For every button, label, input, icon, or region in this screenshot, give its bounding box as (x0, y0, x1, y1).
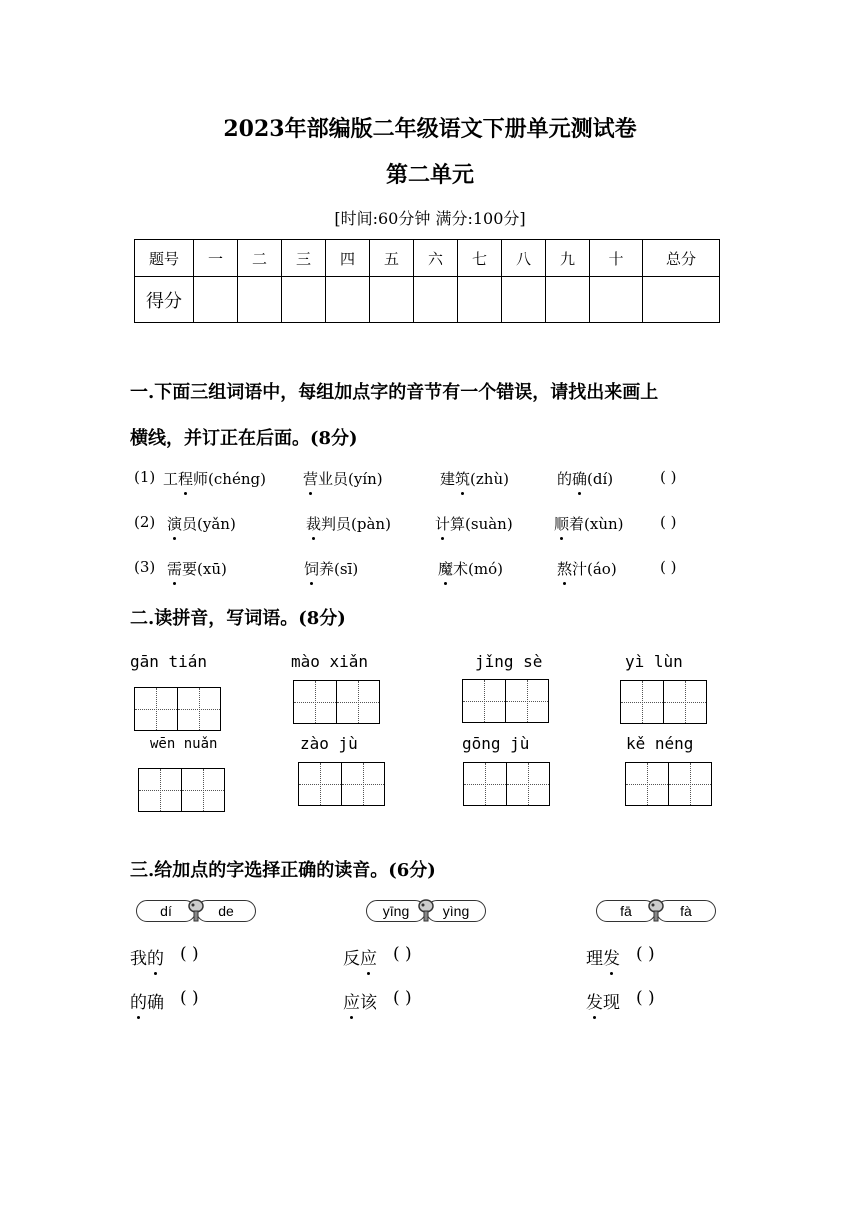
score-row (135, 277, 720, 323)
writing-grid[interactable] (134, 687, 220, 731)
score-header-cell: 题号 (135, 240, 194, 277)
s1-row2-num: (2) (134, 513, 156, 531)
score-header-cell: 七 (458, 240, 502, 277)
score-header-cell: 十 (590, 240, 643, 277)
s1-row1-word1: 工程师(chéng) (163, 470, 266, 488)
s3-blank[interactable]: ( ) (180, 944, 199, 964)
cartoon-connector-icon (414, 896, 438, 924)
score-header-cell: 四 (326, 240, 370, 277)
score-row-label: 得分 (135, 277, 194, 323)
s1-row1-word2: 营业员(yín) (303, 470, 383, 488)
option-left[interactable]: fā (596, 900, 656, 922)
s3-blank[interactable]: ( ) (393, 988, 412, 1008)
s3-blank[interactable]: ( ) (636, 944, 655, 964)
s1-row1-answer-blank[interactable]: ( ) (660, 468, 677, 486)
score-header-cell: 五 (370, 240, 414, 277)
s3-blank[interactable]: ( ) (636, 988, 655, 1008)
pinyin-ke-neng: kě néng (626, 734, 694, 753)
s3-word-yinggai: 应该 (343, 988, 377, 1013)
writing-grid[interactable] (293, 680, 379, 724)
s1-row3-answer-blank[interactable]: ( ) (660, 558, 677, 576)
s1-row3-word2: 饲养(sī) (304, 560, 359, 578)
s1-row3-num: (3) (134, 558, 156, 576)
s3-word-faxian: 发现 (586, 988, 620, 1013)
s1-row2-word3: 计算(suàn) (435, 515, 513, 533)
s3-blank[interactable]: ( ) (180, 988, 199, 1008)
score-header-cell: 二 (238, 240, 282, 277)
section1-title-line2: 横线，并订正在后面。(8分) (130, 428, 358, 449)
score-header-cell: 八 (502, 240, 546, 277)
score-cell[interactable] (458, 277, 502, 323)
cartoon-connector-icon (184, 896, 208, 924)
s1-row1-num: (1) (134, 468, 156, 486)
option-right[interactable]: de (196, 900, 256, 922)
writing-grid[interactable] (298, 762, 384, 806)
page-subtitle: 第二单元 (385, 162, 474, 188)
writing-grid[interactable] (463, 762, 549, 806)
reading-options-ying (366, 900, 486, 922)
score-header-cell: 总分 (643, 240, 720, 277)
section3-title: 三.给加点的字选择正确的读音。(6分) (130, 860, 436, 881)
pinyin-mao-xian: mào xiǎn (291, 652, 369, 671)
option-right[interactable]: fà (656, 900, 716, 922)
score-table (134, 239, 720, 323)
s3-word-wode: 我的 (130, 944, 164, 969)
s1-row3-word1: 需要(xū) (167, 560, 227, 578)
s1-row3-word3: 魔术(mó) (438, 560, 503, 578)
pinyin-gong-ju: gōng jù (462, 734, 530, 753)
writing-grid[interactable] (625, 762, 711, 806)
s3-blank[interactable]: ( ) (393, 944, 412, 964)
score-cell[interactable] (414, 277, 458, 323)
s3-word-lifa: 理发 (586, 944, 620, 969)
score-cell[interactable] (502, 277, 546, 323)
pinyin-wen-nuan: wēn nuǎn (150, 736, 218, 752)
s3-word-dique: 的确 (130, 988, 164, 1013)
option-left[interactable]: yīng (366, 900, 426, 922)
score-cell[interactable] (282, 277, 326, 323)
section2-title: 二.读拼音，写词语。(8分) (130, 608, 346, 629)
cartoon-connector-icon (644, 896, 668, 924)
section1-title-line1: 一.下面三组词语中，每组加点字的音节有一个错误，请找出来画上 (130, 382, 659, 403)
page-title: 2023年部编版二年级语文下册单元测试卷 (223, 116, 637, 142)
s1-row3-word4: 熬汁(áo) (557, 560, 617, 578)
score-header-cell: 一 (194, 240, 238, 277)
score-cell[interactable] (194, 277, 238, 323)
option-left[interactable]: dí (136, 900, 196, 922)
writing-grid[interactable] (620, 680, 706, 724)
s3-word-fanying: 反应 (343, 944, 377, 969)
pinyin-zao-ju: zào jù (300, 734, 358, 753)
reading-options-di-de (136, 900, 256, 922)
reading-options-fa (596, 900, 716, 922)
exam-meta: [时间:60分钟 满分:100分] (334, 209, 526, 228)
writing-grid[interactable] (138, 768, 224, 812)
score-header-cell: 九 (546, 240, 590, 277)
s1-row2-answer-blank[interactable]: ( ) (660, 513, 677, 531)
s1-row2-word4: 顺着(xùn) (554, 515, 624, 533)
score-header-cell: 三 (282, 240, 326, 277)
pinyin-yi-lun: yì lùn (625, 652, 683, 671)
score-cell[interactable] (546, 277, 590, 323)
score-cell[interactable] (326, 277, 370, 323)
score-cell[interactable] (238, 277, 282, 323)
score-header-row (135, 240, 720, 277)
writing-grid[interactable] (462, 679, 548, 723)
score-cell[interactable] (643, 277, 720, 323)
score-header-cell: 六 (414, 240, 458, 277)
score-cell[interactable] (370, 277, 414, 323)
score-cell[interactable] (590, 277, 643, 323)
s1-row1-word3: 建筑(zhù) (440, 470, 509, 488)
s1-row1-word4: 的确(dí) (557, 470, 614, 488)
option-right[interactable]: yìng (426, 900, 486, 922)
pinyin-jing-se: jǐng sè (475, 652, 543, 671)
s1-row2-word1: 演员(yǎn) (167, 515, 236, 533)
s1-row2-word2: 裁判员(pàn) (306, 515, 391, 533)
pinyin-gan-tian: gān tián (130, 652, 208, 671)
